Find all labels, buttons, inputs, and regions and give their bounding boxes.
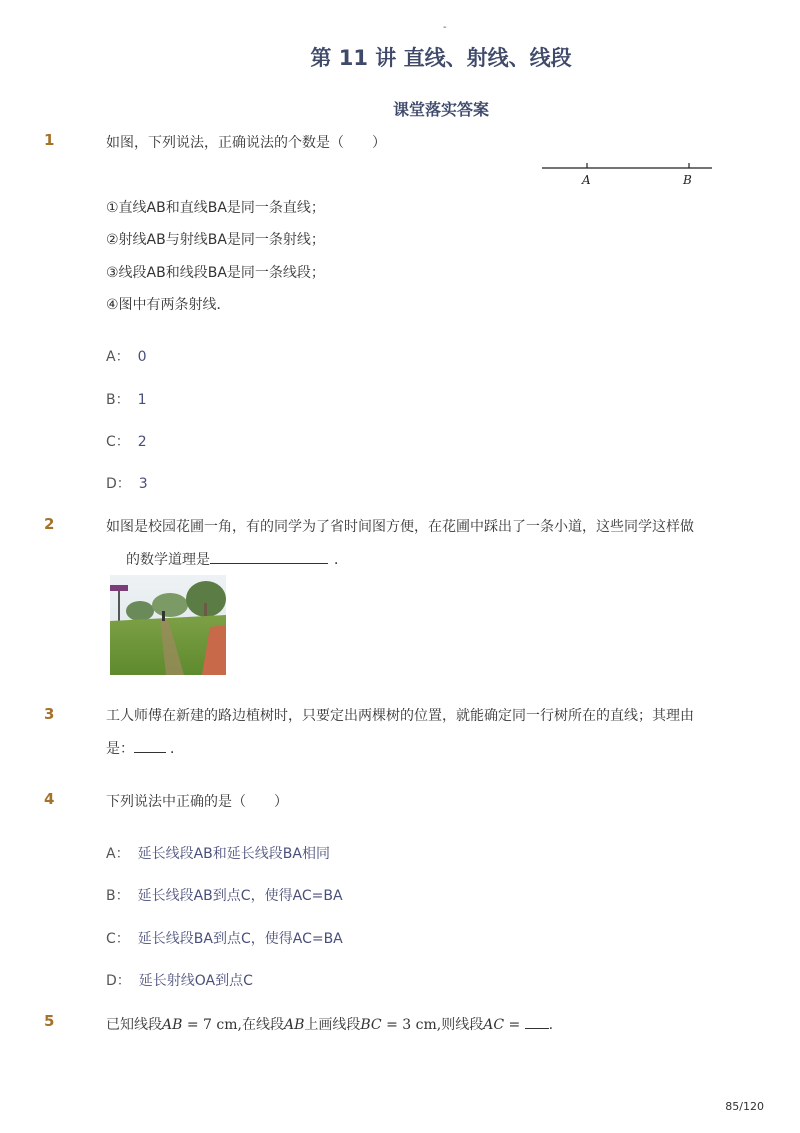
option-label: C： [106, 434, 130, 450]
top-mark: - [443, 22, 447, 33]
option-text: 2 [137, 434, 147, 450]
question-5-number: 5 [44, 1012, 55, 1030]
question-3-stem-line-1: 工人师傅在新建的路边植树时，只要定出两棵树的位置，就能确定同一行树所在的直线；其理由 [106, 708, 694, 724]
math-ab: AB [283, 1017, 305, 1033]
point-a-label: A [582, 173, 591, 187]
text-segment: = [504, 1017, 525, 1033]
option-text: 0 [137, 349, 147, 365]
option-text: 1 [137, 392, 147, 408]
option-label: C： [106, 931, 130, 947]
question-2-stem-prefix: 的数学道理是 [126, 552, 210, 568]
question-3-stem-suffix: ． [170, 741, 184, 757]
page-subtitle: 课堂落实答案 [392, 100, 489, 119]
question-2-number: 2 [44, 515, 55, 533]
question-1-statement-3: ③线段AB和线段BA是同一条线段； [106, 265, 325, 281]
question-3-stem-prefix: 是： [106, 741, 134, 757]
question-3-stem-line-2 [106, 738, 184, 758]
option-label: A： [106, 846, 130, 862]
question-2-stem-suffix: ． [334, 552, 348, 568]
question-4-option-b[interactable] [106, 885, 343, 905]
point-b-label: B [683, 173, 692, 187]
text-segment: = 3 cm,则线段 [381, 1017, 484, 1033]
math-ab: AB [162, 1017, 183, 1033]
question-1-option-a[interactable] [106, 346, 147, 366]
option-label: B： [106, 888, 130, 904]
math-bc: BC [360, 1017, 382, 1033]
option-text: 延长射线OA到点C [138, 973, 253, 989]
option-label: D： [106, 476, 131, 492]
text-segment: 上画线段 [304, 1017, 361, 1033]
question-4-number: 4 [44, 790, 55, 808]
question-4-option-d[interactable] [106, 970, 253, 990]
answer-blank[interactable] [134, 740, 166, 753]
math-ac: AC [483, 1017, 505, 1033]
option-text: 延长线段AB和延长线段BA相同 [137, 846, 330, 862]
question-5-stem [106, 1014, 553, 1034]
question-4-stem: 下列说法中正确的是（ ） [106, 794, 288, 810]
text-segment: 已知线段 [106, 1017, 162, 1033]
option-text: 延长线段AB到点C，使得AC=BA [137, 888, 343, 904]
option-text: 3 [138, 476, 148, 492]
question-1-option-d[interactable] [106, 473, 148, 493]
campus-garden-photo [110, 575, 226, 675]
question-1-stem: 如图，下列说法，正确说法的个数是（ ） [106, 135, 386, 151]
question-4-option-c[interactable] [106, 928, 343, 948]
option-label: B： [106, 392, 130, 408]
question-1-statement-1: ①直线AB和直线BA是同一条直线； [106, 200, 325, 216]
question-2-stem-line-1: 如图是校园花圃一角，有的同学为了省时间图方便，在花圃中踩出了一条小道，这些同学这样做 [106, 519, 694, 535]
option-text: 延长线段BA到点C，使得AC=BA [137, 931, 343, 947]
page-number: 85/120 [725, 1100, 764, 1113]
question-4-option-a[interactable] [106, 843, 330, 863]
question-1-statement-2: ②射线AB与射线BA是同一条射线； [106, 232, 325, 248]
page-title: 第 11 讲 直线、射线、线段 [310, 46, 572, 70]
text-segment: . [548, 1017, 554, 1033]
answer-blank[interactable] [525, 1016, 549, 1029]
question-1-option-c[interactable] [106, 431, 147, 451]
text-segment: = 7 cm,在线段 [182, 1017, 284, 1033]
question-1-option-b[interactable] [106, 389, 147, 409]
answer-blank[interactable] [210, 551, 328, 564]
question-1-statement-4: ④图中有两条射线． [106, 297, 231, 313]
question-3-number: 3 [44, 705, 55, 723]
line-ab-figure [538, 158, 718, 188]
option-label: D： [106, 973, 131, 989]
question-1-number: 1 [44, 131, 55, 149]
option-label: A： [106, 349, 130, 365]
question-2-stem-line-2 [126, 549, 348, 569]
